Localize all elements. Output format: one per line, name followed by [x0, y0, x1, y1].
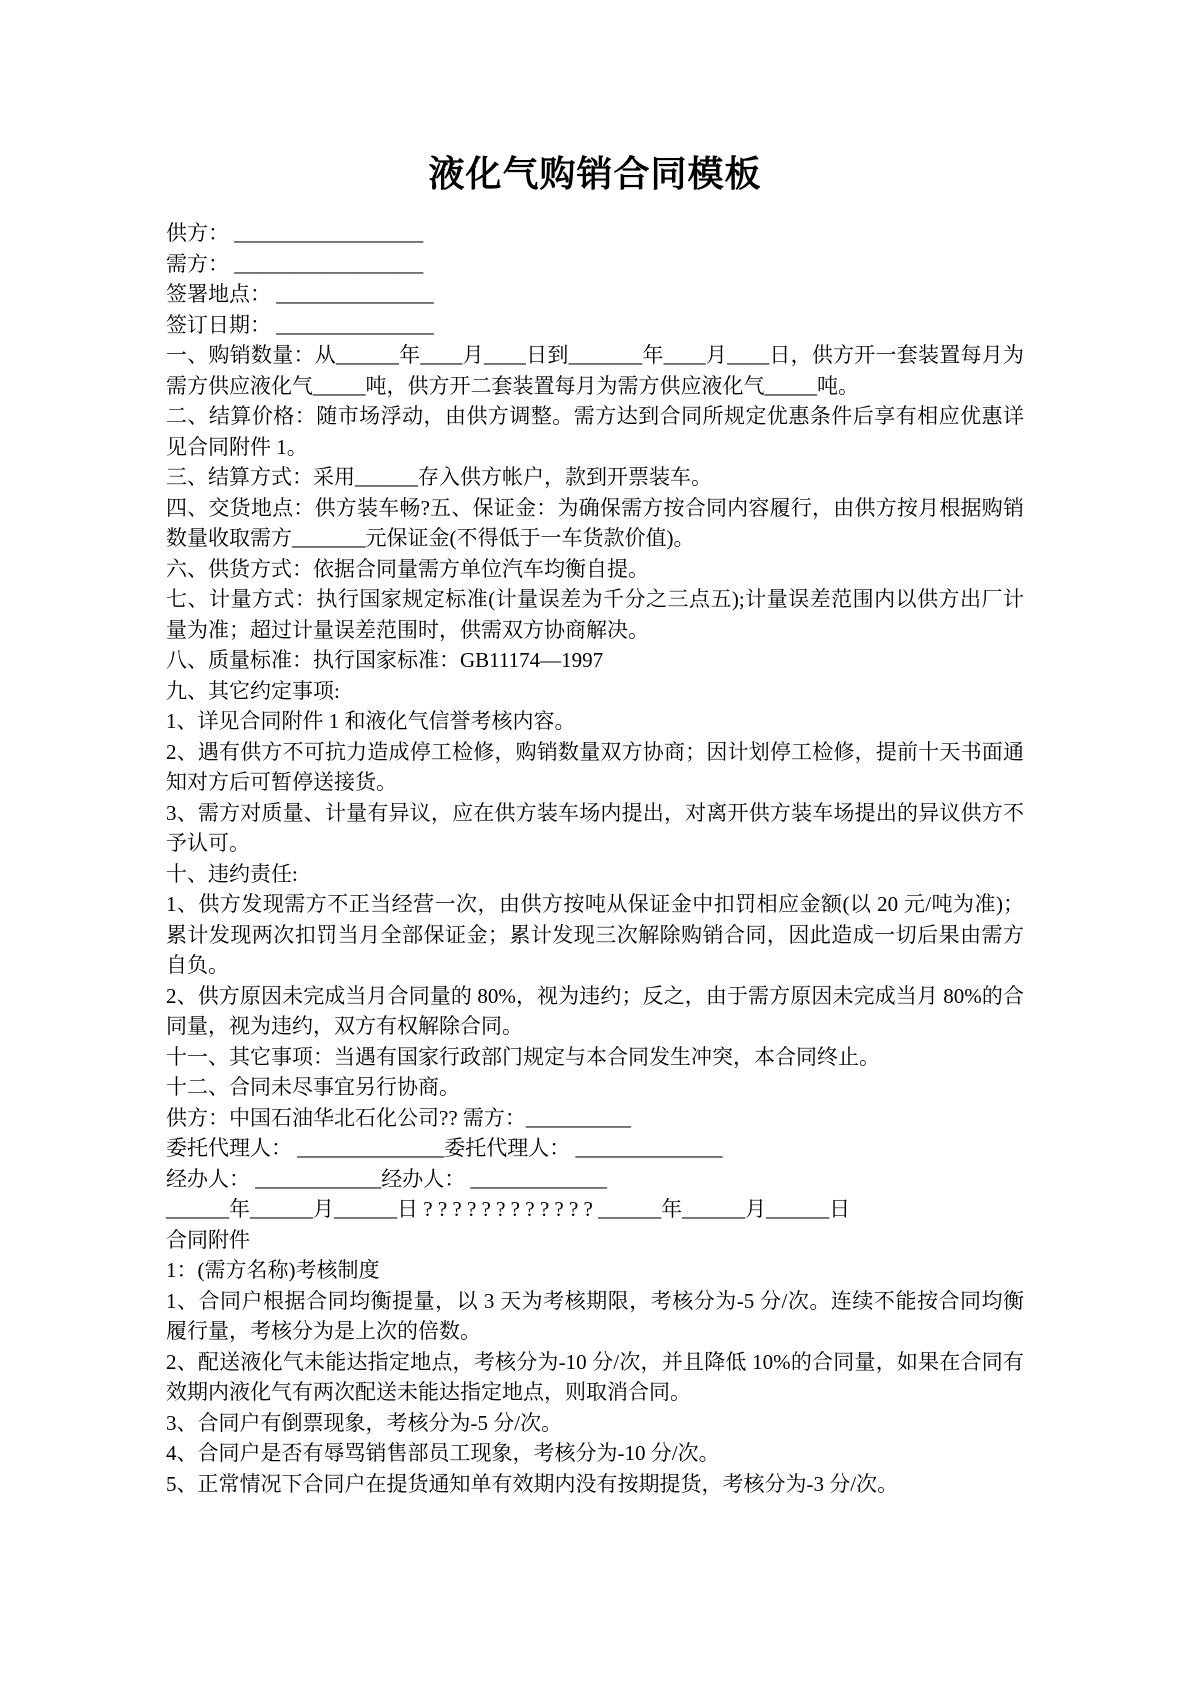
supplier-blank-line: 供方： __________________	[166, 221, 424, 245]
clause-3-payment: 三、结算方式：采用______存入供方帐户，款到开票装车。	[166, 465, 712, 489]
annex-item-1: 1、合同户根据合同均衡提量，以 3 天为考核期限，考核分为-5 分/次。连续不能按合同均衡履行量，考核分为是上次的倍数。	[166, 1288, 1024, 1343]
signature-parties-line: 供方：中国石油华北石化公司?? 需方：__________	[166, 1105, 631, 1130]
buyer-blank-line: 需方： __________________	[166, 251, 424, 276]
clause-10-liability: 十、违约责任:	[166, 861, 298, 886]
clause-10-item-2: 2、供方原因未完成当月合同量的 80%，视为违约；反之，由于需方原因未完成当月 80%的合同量，视为违约，双方有权解除合同。	[166, 983, 1024, 1038]
signature-handlers-line: 经办人： ____________经办人： _____________	[166, 1166, 607, 1191]
clause-11-other-matters: 十一、其它事项：当遇有国家行政部门规定与本合同发生冲突，本合同终止。	[166, 1044, 880, 1069]
annex-heading: 1：(需方名称)考核制度	[166, 1258, 380, 1282]
contract-body	[166, 218, 1024, 1499]
clause-7-measurement: 七、计量方式：执行国家规定标准(计量误差为千分之三点五);计量误差范围内以供方出厂计量为准；超过计量误差范围时，供需双方协商解决。	[166, 587, 1024, 642]
document-title: 液化气购销合同模板	[428, 154, 762, 194]
clause-9-item-2: 2、遇有供方不可抗力造成停工检修，购销数量双方协商；因计划停工检修，提前十天书面通知对方后可暂停送接货。	[166, 739, 1024, 794]
clause-9-item-1: 1、详见合同附件 1 和液化气信誉考核内容。	[166, 709, 576, 733]
clause-6-supply-method: 六、供货方式：依据合同量需方单位汽车均衡自提。	[166, 556, 649, 581]
signing-place-line: 签署地点： _______________	[166, 282, 434, 306]
annex-item-2: 2、配送液化气未能达指定地点，考核分为-10 分/次，并且降低 10%的合同量，如果在合同有效期内液化气有两次配送未能达指定地点，则取消合同。	[166, 1349, 1024, 1404]
clause-8-quality-standard: 八、质量标准：执行国家标准：GB11174—1997	[166, 648, 604, 672]
clause-12-unsettled: 十二、合同未尽事宜另行协商。	[166, 1075, 460, 1099]
annex-item-4: 4、合同户是否有辱骂销售部员工现象，考核分为-10 分/次。	[166, 1441, 720, 1465]
signing-date-line: 签订日期： _______________	[166, 312, 434, 337]
clause-10-item-1: 1、供方发现需方不正当经营一次，由供方按吨从保证金中扣罚相应金额(以 20 元/吨为准)；累计发现两次扣罚当月全部保证金；累计发现三次解除购销合同，因此造成一切后果由需方自负。	[166, 892, 1024, 977]
signature-dates-line: ______年______月______日 ? ? ? ? ? ? ? ? ? ? ? ? ______年______月______日	[166, 1197, 851, 1221]
signature-agents-line: 委托代理人： ______________委托代理人： ______________	[166, 1136, 723, 1160]
clause-2-price: 二、结算价格：随市场浮动，由供方调整。需方达到合同所规定优惠条件后享有相应优惠详见合同附件 1。	[166, 404, 1024, 459]
annex-item-3: 3、合同户有倒票现象，考核分为-5 分/次。	[166, 1410, 563, 1435]
clause-9-item-3: 3、需方对质量、计量有异议，应在供方装车场内提出，对离开供方装车场提出的异议供方不予认可。	[166, 800, 1024, 855]
clause-4-5-delivery-deposit: 四、交货地点：供方装车畅?五、保证金：为确保需方按合同内容履行，由供方按月根据购销数量收取需方_______元保证金(不得低于一车货款价值)。	[166, 495, 1024, 550]
annex-title: 合同附件	[166, 1227, 250, 1252]
clause-9-other-items: 九、其它约定事项:	[166, 678, 340, 703]
annex-item-5: 5、正常情况下合同户在提货通知单有效期内没有按期提货，考核分为-3 分/次。	[166, 1471, 899, 1496]
clause-1-quantity: 一、购销数量：从______年____月____日到_______年____月____日，供方开一套装置每月为需方供应液化气_____吨，供方开二套装置每月为需方供应液化气_____吨。	[166, 343, 1024, 398]
